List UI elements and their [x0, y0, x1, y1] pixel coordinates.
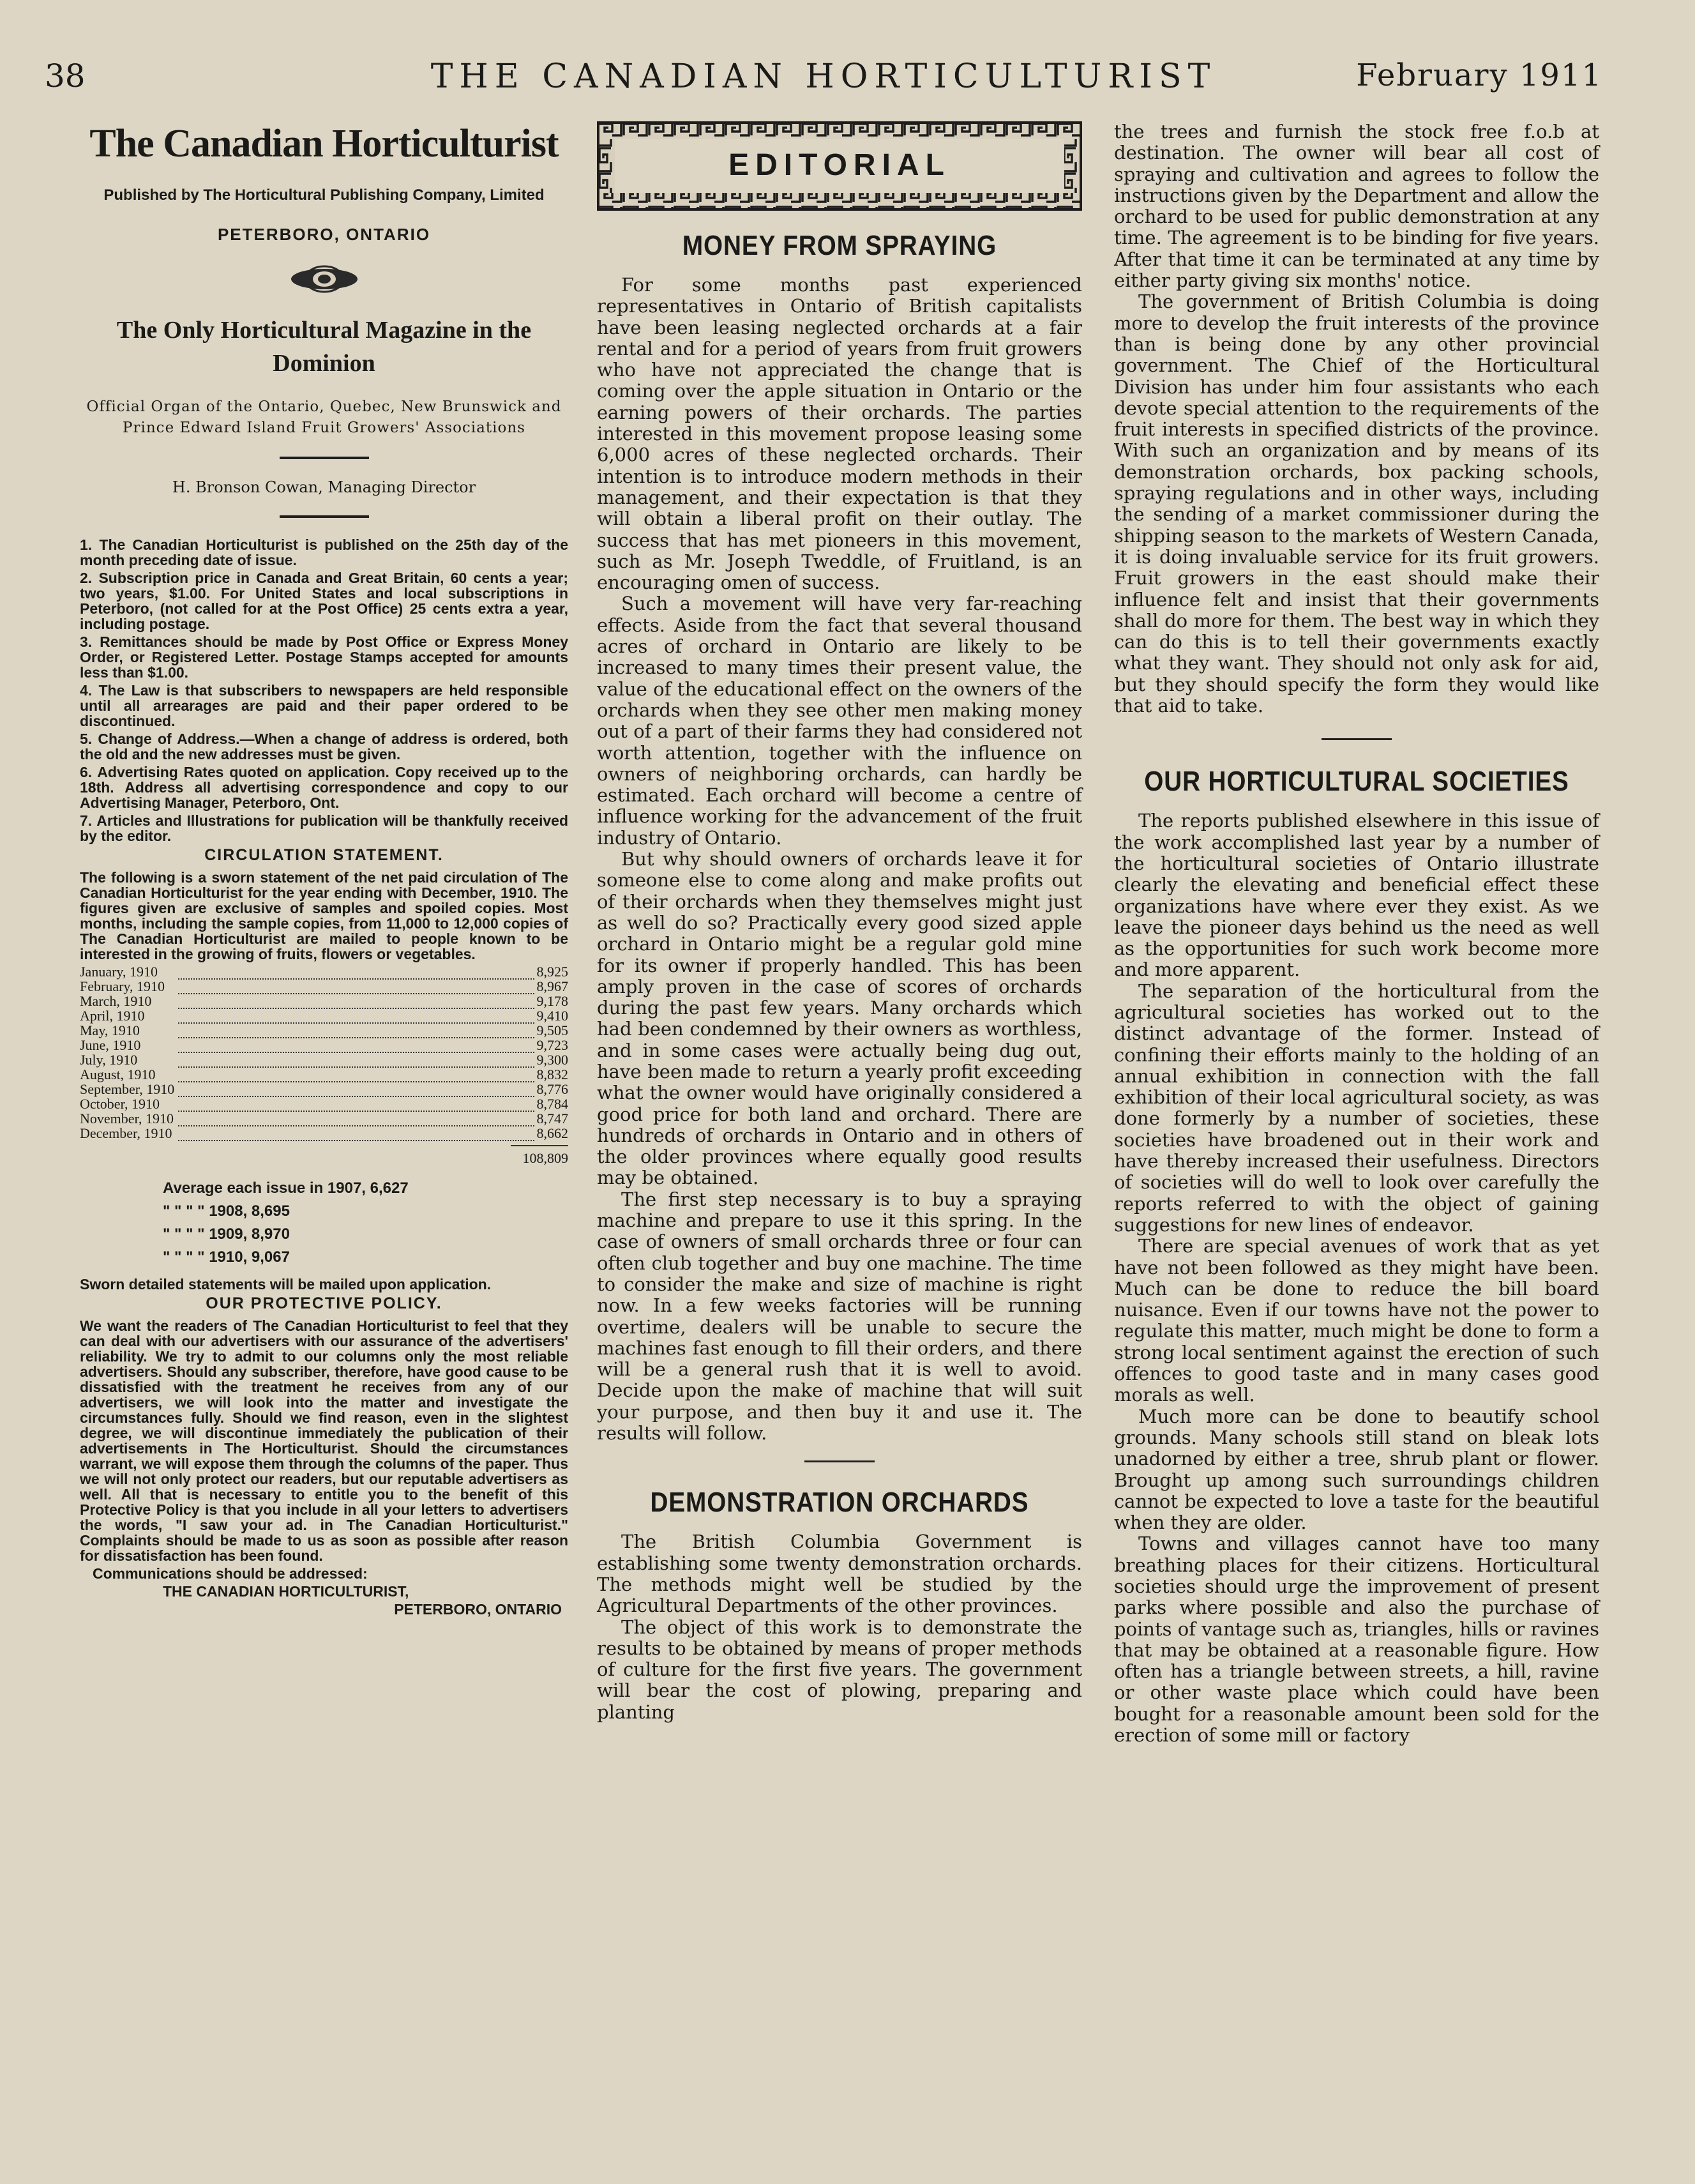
month-label: March, 1910 — [80, 993, 152, 1009]
masthead-column — [80, 121, 568, 1619]
notice-item: 2. Subscription price in Canada and Great Britain, 60 cents a year; two years, $1.00. For United States and local subscriptions in Peterboro, (not called for at the Post Office) 25 cents extra a year, including postage. — [80, 570, 568, 632]
circulation-heading: CIRCULATION STATEMENT. — [204, 846, 444, 864]
article-paragraph: The separation of the horticultural from the agricultural societies has worked out to the distinct advantage of the former. Instead of confining their efforts mainly to the holding of an annual exhibition in connection with the fall exhibition of their local agricultural society, as was done formerly by a number of societies, these societies have broadened out in their work and have thereby increased their usefulness. Directors of societies will do well to look over carefully the reports referred to with the object of gaining suggestions for new lines of endeavor. — [1114, 980, 1599, 1236]
publisher-line: Published by The Horticultural Publishing Company, Limited — [103, 186, 545, 204]
month-count: 9,178 — [536, 993, 568, 1009]
editorial-banner-label: EDITORIAL — [728, 148, 951, 182]
month-count: 8,925 — [536, 964, 568, 980]
month-label: October, 1910 — [80, 1096, 160, 1112]
editorial-banner — [597, 121, 1082, 211]
address-city: PETERBORO, ONTARIO — [394, 1601, 562, 1618]
running-title: THE CANADIAN HORTICULTURIST — [430, 57, 1217, 96]
month-label: July, 1910 — [80, 1052, 138, 1068]
editorial-column-2 — [1114, 121, 1599, 1746]
issue-date: February 1911 — [1356, 57, 1602, 93]
divider — [280, 457, 369, 459]
table-row — [80, 1008, 568, 1023]
article-paragraph: The government of British Columbia is doing more to develop the fruit interests of the province than is being done by any other provincial government. The Chief of the Horticultural Division has under him four assistants who each devote special attention to the requirements of the fruit interests in specified districts of the province. With such an organization and by means of its demonstration orchards, box packing schools, spraying regulations and in other ways, including the sending of a market commissioner during the shipping season to the markets of Western Canada, it is doing invaluable service for its fruit growers. Fruit growers in the east should make their influence felt and insist that their governments shall do more for them. The best way in which they can do this is to tell their governments exactly what they want. They should not only ask for aid, but they should specify the form they would like that aid to take. — [1114, 291, 1599, 717]
month-label: May, 1910 — [80, 1022, 140, 1038]
article-paragraph: For some months past experienced representatives in Ontario of British capitalists have been leasing neglected orchards at a fair rental and for a period of years from fruit growers who have not appreciated the change that is coming over the apple situation in Ontario or the earning powers of their orchards. The parties interested in this movement propose leasing some 6,000 acres of these neglected orchards. Their intention is to introduce modern methods in their management, and their expectation is that they will obtain a liberal profit on their outlay. The success that has met pioneers in this movement, such as Mr. Joseph Tweddle, of Fruitland, is an encouraging omen of success. — [597, 274, 1082, 594]
table-row — [80, 1126, 568, 1141]
table-row — [80, 979, 568, 994]
month-label: April, 1910 — [80, 1008, 145, 1024]
month-label: December, 1910 — [80, 1125, 172, 1141]
magazine-tagline: The Only Horticultural Magazine in the Dominion — [116, 317, 532, 377]
month-label: January, 1910 — [80, 964, 158, 980]
article-paragraph: Such a movement will have very far-reaching effects. Aside from the fact that several thousand acres of orchard in Ontario are likely to be increased to many times their present value, the value of the educational effect on the owners of the orchards when they see other men making money out of a part of their farms they had considered not worth attention, together with the influence on owners of neighboring orchards, can hardly be estimated. Each orchard will become a centre of influence working for the advancement of the fruit industry of Ontario. — [597, 593, 1082, 849]
month-count: 8,967 — [536, 978, 568, 994]
month-label: June, 1910 — [80, 1037, 141, 1053]
article-paragraph: The first step necessary is to buy a spraying machine and prepare to use it this spring. In the case of owners of small orchards three or four can often club together and buy one machine. The time to consider the make and size of machine is right now. In a few weeks factories will be running overtime, dealers will be unable to secure the machines fast enough to fill their orders, and there will be a general rush that it is well to avoid. Decide upon the make of machine that will suit your purpose, and then buy it and use it. The results will follow. — [597, 1188, 1082, 1445]
table-row — [80, 994, 568, 1008]
month-count: 8,776 — [536, 1081, 568, 1097]
masthead-title: The Canadian Horticulturist — [89, 122, 559, 165]
table-row — [80, 1023, 568, 1038]
divider — [1322, 738, 1392, 740]
average-line: " " " " 1910, 9,067 — [163, 1248, 290, 1266]
table-row — [80, 964, 568, 979]
circulation-intro: The following is a sworn statement of the net paid circulation of The Canadian Horticulturist for the year ending with December, 1910. The figures given are exclusive of samples and spoiled copies. Most months, including the sample copies, from 11,000 to 12,000 copies of The Canadian Horticulturist are mailed to people known to be interested in the growing of fruits, flowers or vegetables. — [80, 869, 568, 962]
page-number: 38 — [45, 57, 86, 95]
article-paragraph: Much more can be done to beautify school grounds. Many schools still stand on bleak lots unadorned by either a tree, shrub plant or flower. Brought up among such surroundings children cannot be expected to love a taste for the beautiful when they are older. — [1114, 1405, 1599, 1534]
month-count: 8,662 — [536, 1125, 568, 1141]
table-row — [80, 1067, 568, 1082]
union-label-icon — [286, 264, 363, 294]
horticultural-societies-heading: OUR HORTICULTURAL SOCIETIES — [1144, 766, 1569, 798]
notice-item: 4. The Law is that subscribers to newspapers are held responsible until all arrearages are paid and their paper ordered to be discontinued. — [80, 682, 568, 729]
table-row — [80, 1038, 568, 1052]
address-name: THE CANADIAN HORTICULTURIST, — [163, 1583, 409, 1600]
managing-director: H. Bronson Cowan, Managing Director — [172, 478, 476, 496]
article-paragraph: But why should owners of orchards leave it for someone else to come along and make profits out of their orchards when they themselves might just as well do so? Practically every good sized apple orchard in Ontario might be a regular gold mine for its owner if properly handled. This has been amply proven in the case of scores of orchards during the past few years. Many orchards which had been condemned by their owners as worthless, and in some cases were actually being dug out, have been made to return a yearly profit exceeding what the owner would have originally considered a good price for both land and orchard. There are hundreds of orchards in Ontario and in others of the older provinces where equally good results may be obtained. — [597, 848, 1082, 1189]
publisher-place: PETERBORO, ONTARIO — [217, 225, 431, 244]
money-from-spraying-heading: MONEY FROM SPRAYING — [682, 230, 997, 261]
sworn-statement: Sworn detailed statements will be mailed upon application. — [80, 1276, 492, 1293]
month-count: 8,747 — [536, 1111, 568, 1126]
month-count: 9,723 — [536, 1037, 568, 1053]
average-line: Average each issue in 1907, 6,627 — [163, 1179, 409, 1197]
protective-policy-text: We want the readers of The Canadian Horticulturist to feel that they can deal with our advertisers with our assurance of the advertisers' reliability. We try to admit to our columns only the most reliable advertisers. Should any subscriber, therefore, have good cause to be dissatisfied with the treatment he receives from any of our advertisers, we will look into the matter and investigate the circumstances fully. Should we find reason, even in the slightest degree, we will discontinue immediately the publication of their advertisements in The Horticulturist. Should the circumstances warrant, we will expose them through the columns of the paper. Thus we will not only protect our readers, but our reputable advertisers as well. All that is necessary to entitle you to the benefit of this Protective Policy is that you include in all your letters to advertisers the words, "I saw your ad. in The Canadian Horticulturist." Complaints should be made to us as soon as possible after reason for dissatisfaction has been found. — [80, 1317, 568, 1564]
article-paragraph: Towns and villages cannot have too many breathing places for their citizens. Horticultural societies should urge the improvement of present parks where possible and also the purchase of points of vantage such as, triangles, hills or ravines that may be obtained at a reasonable figure. How often has a triangle between streets, a hill, ravine or other waste place which could have been bought for a reasonable amount been sold for the erection of some mill or factory — [1114, 1533, 1599, 1747]
month-count: 9,410 — [536, 1008, 568, 1024]
average-circulation — [163, 1177, 568, 1269]
average-line: " " " " 1909, 8,970 — [163, 1225, 290, 1243]
demonstration-orchards-heading: DEMONSTRATION ORCHARDS — [650, 1487, 1029, 1519]
month-label: August, 1910 — [80, 1066, 156, 1082]
average-line: " " " " 1908, 8,695 — [163, 1202, 290, 1220]
notice-item: 6. Advertising Rates quoted on application. Copy received up to the 18th. Address all advertising correspondence and copy to our Advertising Manager, Peterboro, Ont. — [80, 764, 568, 811]
table-row — [80, 1052, 568, 1067]
notice-item: 1. The Canadian Horticulturist is published on the 25th day of the month preceding date of issue. — [80, 536, 568, 568]
circulation-total: 108,809 — [511, 1145, 568, 1167]
editorial-column-1 — [597, 121, 1082, 1723]
month-label: November, 1910 — [80, 1111, 174, 1126]
table-row — [80, 1096, 568, 1111]
month-count: 8,784 — [536, 1096, 568, 1112]
article-paragraph: The object of this work is to demonstrate the results to be obtained by means of proper methods of culture for the first five years. The government will bear the cost of plowing, preparing and planting — [597, 1616, 1082, 1723]
month-count: 8,832 — [536, 1066, 568, 1082]
official-organ-line: Official Organ of the Ontario, Quebec, New Brunswick and Prince Edward Island Fruit Growers' Associations — [86, 398, 562, 436]
month-label: September, 1910 — [80, 1081, 175, 1097]
notice-item: 7. Articles and Illustrations for publication will be thankfully received by the editor. — [80, 812, 568, 844]
divider — [280, 515, 369, 518]
table-row — [80, 1082, 568, 1096]
article-paragraph: The British Columbia Government is establishing some twenty demonstration orchards. The methods might well be studied by the Agricultural Departments of the other provinces. — [597, 1531, 1082, 1617]
running-head — [45, 57, 1602, 102]
notice-item: 5. Change of Address.—When a change of address is ordered, both the old and the new addresses must be given. — [80, 731, 568, 762]
table-row — [80, 1111, 568, 1126]
month-label: February, 1910 — [80, 978, 165, 994]
month-count: 9,300 — [536, 1052, 568, 1068]
circulation-table — [80, 964, 568, 1141]
address-intro: Communications should be addressed: — [93, 1565, 368, 1582]
notice-item: 3. Remittances should be made by Post Office or Express Money Order, or Registered Letter. Postage Stamps accepted for amounts less than $1.00. — [80, 633, 568, 681]
article-paragraph: the trees and furnish the stock free f.o.b at destination. The owner will bear all cost of spraying and cultivation and agrees to follow the instructions given by the Department and allow the orchard to be used for public demonstration at any time. The agreement is to be binding for five years. After that time it can be terminated at any time by either party giving six months' notice. — [1114, 121, 1599, 292]
article-paragraph: The reports published elsewhere in this issue of the work accomplished last year by a number of the horticultural societies of Ontario illustrate clearly the elevating and beneficial effect these organizations have where ever they exist. As we leave the pioneer days behind us the need as well as the opportunities for such work become more and more apparent. — [1114, 810, 1599, 981]
month-count: 9,505 — [536, 1022, 568, 1038]
divider — [804, 1460, 875, 1462]
article-paragraph: There are special avenues of work that as yet have not been followed as they might have been. Much can be done to reduce the bill board nuisance. Even if our towns have not the power to regulate this matter, much might be done to form a strong local sentiment against the erection of such offences to good taste and in many cases good morals as well. — [1114, 1235, 1599, 1406]
protective-policy-heading: OUR PROTECTIVE POLICY. — [206, 1294, 442, 1312]
